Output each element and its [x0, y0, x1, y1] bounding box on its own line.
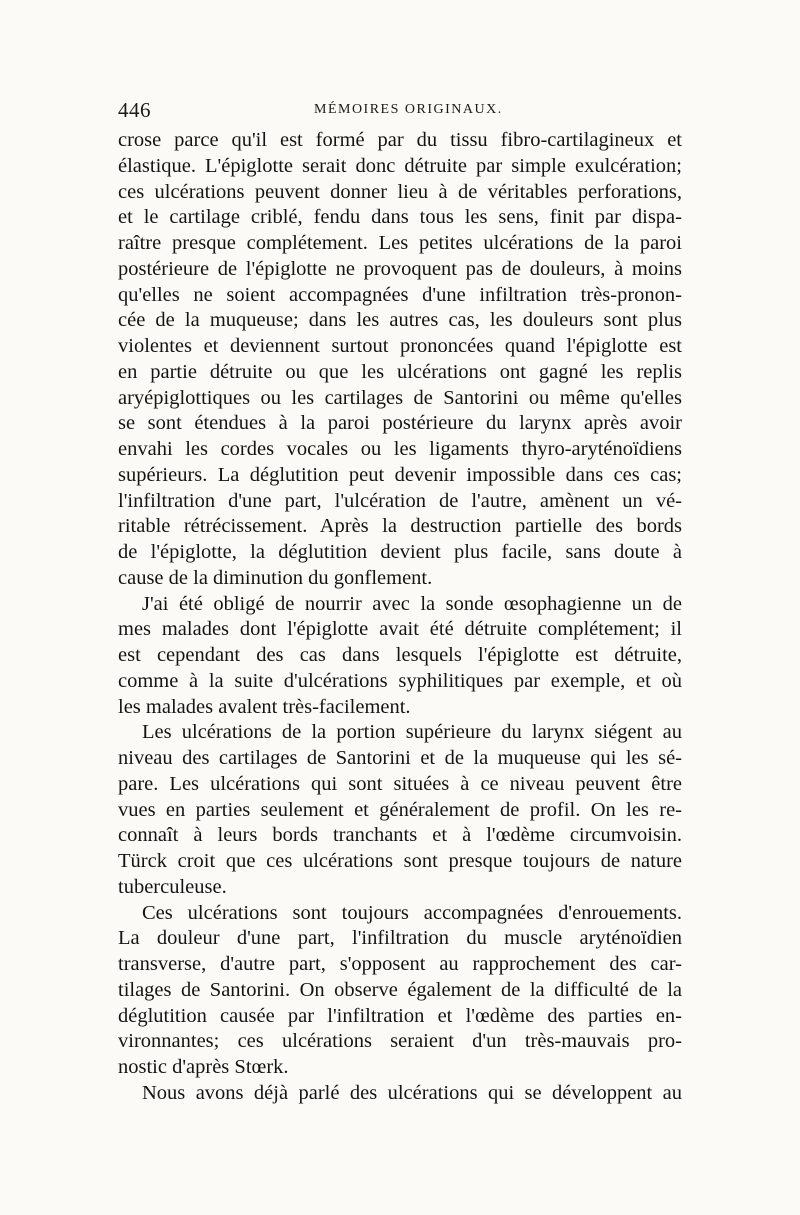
text-line: postérieure de l'épiglotte ne provoquent pas de douleurs, à moins: [118, 257, 682, 280]
text-line: supérieurs. La déglutition peut devenir impossible dans ces cas;: [118, 463, 682, 486]
text-line: crose parce qu'il est formé par du tissu fibro-cartilagineux et: [118, 129, 682, 151]
text-line: cause de la diminution du gonflement.: [118, 566, 433, 589]
text-line: Türck croit que ces ulcérations sont presque toujours de nature: [118, 850, 682, 872]
text-line: transverse, d'autre part, s'opposent au rapprochement des car-: [118, 953, 682, 975]
text-line: aryépiglottiques ou les cartilages de Santorini ou même qu'elles: [118, 386, 682, 409]
text-line: tuberculeuse.: [118, 875, 227, 898]
text-line: ritable rétrécissement. Après la destruction partielle des bords: [118, 515, 682, 538]
text-line: en partie détruite ou que les ulcérations ont gagné les replis: [118, 360, 682, 383]
paragraph-first-line: J'ai été obligé de nourrir avec la sonde œsophagienne un de: [142, 592, 682, 615]
text-line: envahi les cordes vocales ou les ligaments thyro-aryténoïdiens: [118, 438, 682, 460]
running-title: MÉMOIRES ORIGINAUX.: [314, 102, 503, 117]
text-line: se sont étendues à la paroi postérieure du larynx après avoir: [118, 412, 682, 435]
text-line: déglutition causée par l'infiltration et l'œdème des parties en-: [118, 1004, 682, 1027]
paragraph-first-line: Nous avons déjà parlé des ulcérations qui se développent au: [142, 1081, 682, 1104]
text-line: niveau des cartilages de Santorini et de la muqueuse qui les sé-: [118, 747, 682, 769]
body-text: [118, 128, 682, 1107]
text-line: ces ulcérations peuvent donner lieu à de véritables perforations,: [118, 180, 682, 203]
text-line: pare. Les ulcérations qui sont situées à ce niveau peuvent être: [118, 772, 682, 795]
paragraph-first-line: Ces ulcérations sont toujours accompagnées d'enrouements.: [142, 901, 682, 924]
text-line: connaît à leurs bords tranchants et à l'œdème circumvoisin.: [118, 824, 682, 847]
text-line: est cependant des cas dans lesquels l'épiglotte est détruite,: [118, 644, 682, 666]
text-line: vironnantes; ces ulcérations seraient d'un très-mauvais pro-: [118, 1030, 682, 1053]
text-line: tilages de Santorini. On observe également de la difficulté de la: [118, 978, 682, 1001]
text-line: de l'épiglotte, la déglutition devient plus facile, sans doute à: [118, 541, 682, 563]
page-header: [118, 98, 682, 122]
text-line: cée de la muqueuse; dans les autres cas, les douleurs sont plus: [118, 309, 682, 332]
text-line: l'infiltration d'une part, l'ulcération de l'autre, amènent un vé-: [118, 489, 682, 512]
page-number: 446: [118, 98, 151, 122]
text-line: violentes et deviennent surtout prononcées quand l'épiglotte est: [118, 335, 682, 357]
text-line: mes malades dont l'épiglotte avait été détruite complétement; il: [118, 618, 682, 641]
text-line: La douleur d'une part, l'infiltration du muscle aryténoïdien: [118, 927, 682, 950]
text-line: vues en parties seulement et généralement de profil. On les re-: [118, 798, 682, 821]
text-line: nostic d'après Stœrk.: [118, 1056, 289, 1078]
text-line: élastique. L'épiglotte serait donc détruite par simple exulcération;: [118, 154, 682, 177]
text-line: les malades avalent très-facilement.: [118, 695, 411, 718]
text-line: comme à la suite d'ulcérations syphilitiques par exemple, et où: [118, 669, 682, 692]
text-line: qu'elles ne soient accompagnées d'une infiltration très-pronon-: [118, 283, 682, 306]
text-line: et le cartilage criblé, fendu dans tous les sens, finit par dispa-: [118, 206, 682, 229]
text-line: raître presque complétement. Les petites ulcérations de la paroi: [118, 232, 682, 254]
paragraph-first-line: Les ulcérations de la portion supérieure du larynx siégent au: [142, 721, 682, 744]
